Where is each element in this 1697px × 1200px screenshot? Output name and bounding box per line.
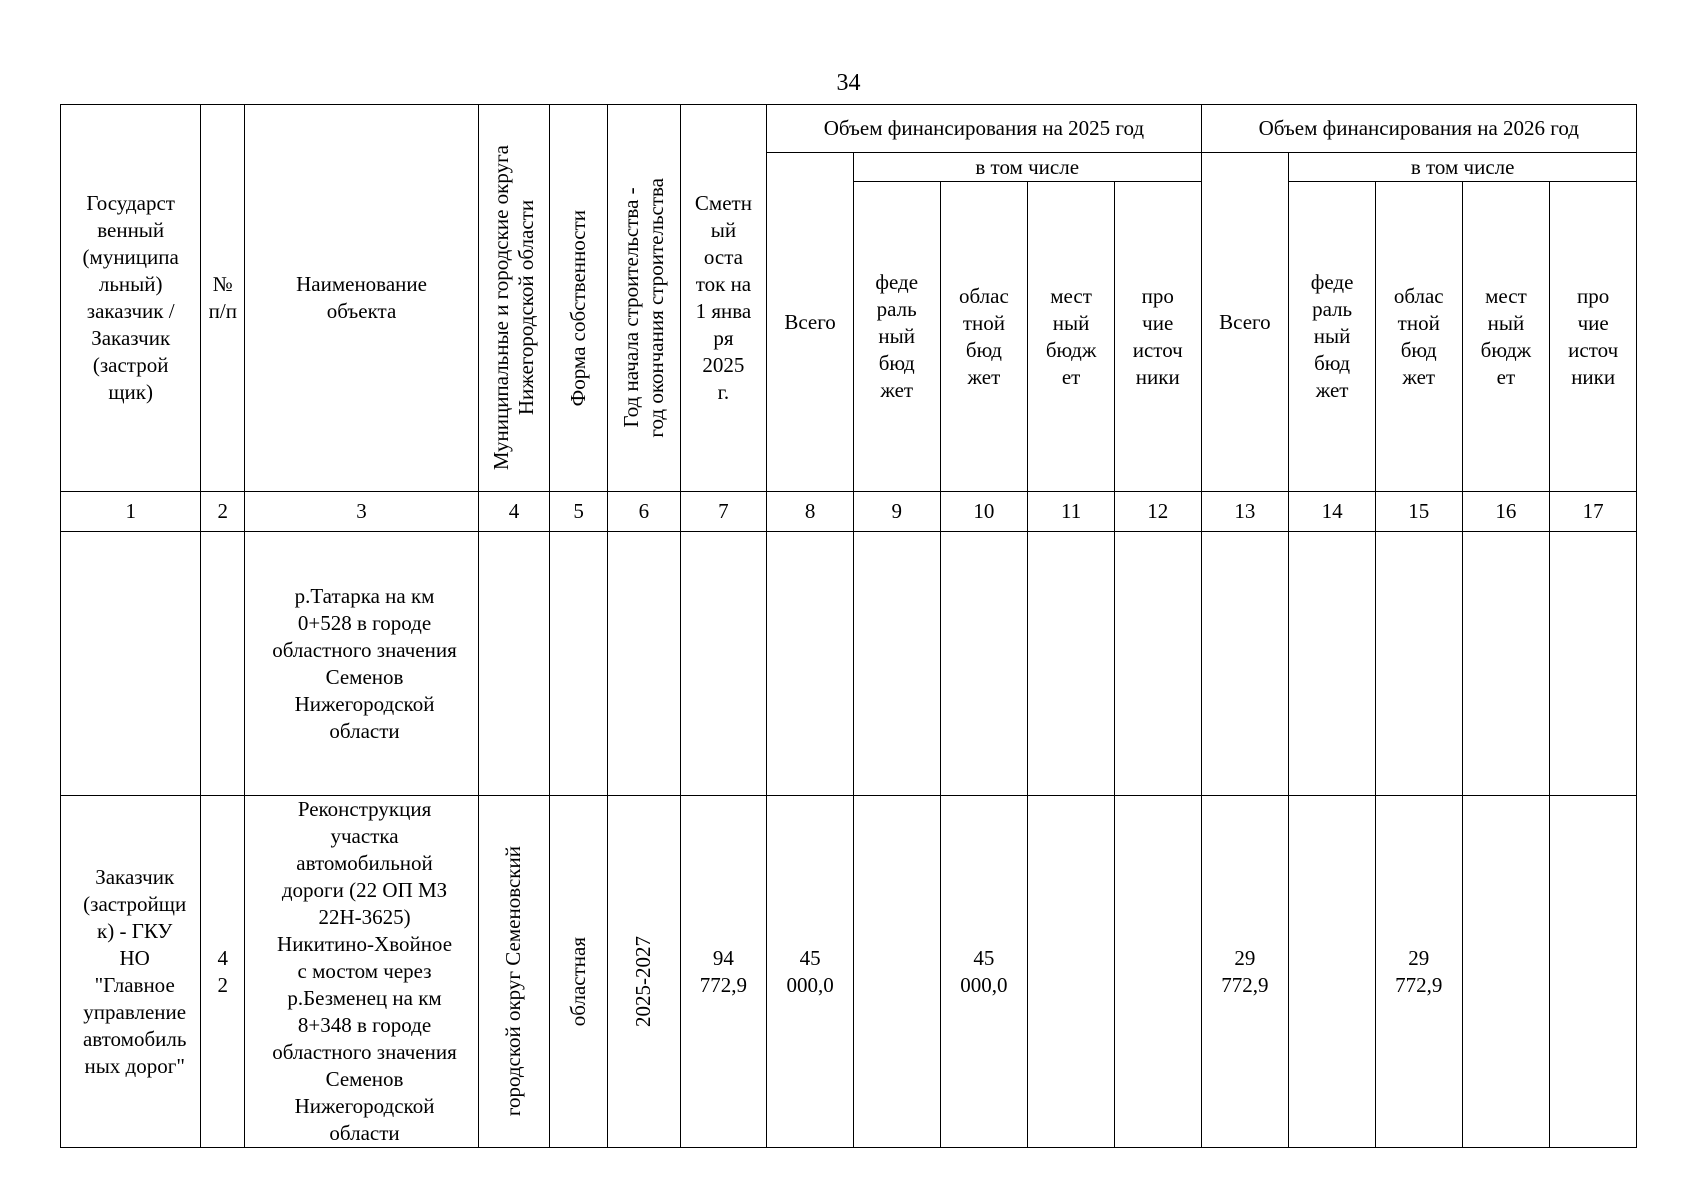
column-numbers-row <box>61 492 1637 532</box>
column-number: 4 <box>478 492 549 532</box>
header-years-text: Год начала строительства - год окончания строительства <box>618 178 668 438</box>
header-local-2025: мест ный бюдж ет <box>1028 182 1115 492</box>
regional-2026-cell <box>1375 532 1462 796</box>
balance-cell <box>680 532 767 796</box>
header-object-name: Наименование объекта <box>245 105 479 492</box>
header-total-2025: Всего <box>767 153 854 492</box>
header-including-2026: в том числе <box>1289 153 1637 182</box>
column-number: 11 <box>1028 492 1115 532</box>
table-row <box>61 796 1637 1148</box>
district-cell <box>478 532 549 796</box>
header-regional-2025: облас тной бюд жет <box>940 182 1028 492</box>
header-estimated-balance: Сметн ый оста ток на 1 янва ря 2025 г. <box>680 105 767 492</box>
local-2025-cell <box>1028 532 1115 796</box>
column-number: 15 <box>1375 492 1462 532</box>
ownership-text: областная <box>566 936 591 1027</box>
customer-cell <box>61 532 201 796</box>
header-financing-2026: Объем финансирования на 2026 год <box>1201 105 1636 153</box>
other-2026-cell <box>1550 532 1637 796</box>
district-cell <box>478 796 549 1148</box>
local-2026-cell <box>1462 796 1550 1148</box>
header-ownership <box>550 105 608 492</box>
federal-2025-cell <box>853 532 940 796</box>
column-number: 1 <box>61 492 201 532</box>
column-number: 10 <box>940 492 1028 532</box>
column-number: 5 <box>550 492 608 532</box>
years-text: 2025-2027 <box>631 936 656 1027</box>
ownership-cell <box>550 532 608 796</box>
header-customer: Государст венный (муниципа льный) заказчик / Заказчик (застрой щик) <box>61 105 201 492</box>
customer-cell: Заказчик (застройщи к) - ГКУ НО "Главное управление автомобиль ных дорог" <box>61 796 201 1148</box>
number-cell: 4 2 <box>201 796 245 1148</box>
federal-2026-cell <box>1289 532 1376 796</box>
header-including-2025: в том числе <box>853 153 1201 182</box>
column-number: 9 <box>853 492 940 532</box>
column-number: 8 <box>767 492 854 532</box>
regional-2025-cell: 45 000,0 <box>940 796 1028 1148</box>
object-name-cell: Реконструкция участка автомобильной дороги (22 ОП МЗ 22Н-3625) Никитино-Хвойное с мостом через р.Безменец на км 8+348 в городе областного значения Семенов Нижегородской области <box>245 796 479 1148</box>
header-other-2025: про чие источ ники <box>1114 182 1201 492</box>
years-cell <box>608 796 680 1148</box>
regional-2026-cell: 29 772,9 <box>1375 796 1462 1148</box>
column-number: 2 <box>201 492 245 532</box>
column-number: 16 <box>1462 492 1550 532</box>
table-row <box>61 532 1637 796</box>
ownership-cell <box>550 796 608 1148</box>
balance-cell: 94 772,9 <box>680 796 767 1148</box>
object-name-cell: р.Татарка на км 0+528 в городе областного значения Семенов Нижегородской области <box>245 532 479 796</box>
other-2026-cell <box>1550 796 1637 1148</box>
local-2025-cell <box>1028 796 1115 1148</box>
total-2026-cell <box>1201 532 1289 796</box>
header-other-2026: про чие источ ники <box>1550 182 1637 492</box>
district-text: городской округ Семеновский <box>501 846 526 1117</box>
federal-2025-cell <box>853 796 940 1148</box>
total-2025-cell <box>767 532 854 796</box>
other-2025-cell <box>1114 796 1201 1148</box>
column-number: 17 <box>1550 492 1637 532</box>
column-number: 7 <box>680 492 767 532</box>
years-cell <box>608 532 680 796</box>
column-number: 6 <box>608 492 680 532</box>
header-federal-2025: феде раль ный бюд жет <box>853 182 940 492</box>
header-financing-2025: Объем финансирования на 2025 год <box>767 105 1201 153</box>
federal-2026-cell <box>1289 796 1376 1148</box>
column-number: 12 <box>1114 492 1201 532</box>
column-number: 3 <box>245 492 479 532</box>
header-ownership-text: Форма собственности <box>566 209 591 407</box>
column-number: 13 <box>1201 492 1289 532</box>
header-total-2026: Всего <box>1201 153 1289 492</box>
header-districts <box>478 105 549 492</box>
header-local-2026: мест ный бюдж ет <box>1462 182 1550 492</box>
regional-2025-cell <box>940 532 1028 796</box>
header-regional-2026: облас тной бюд жет <box>1375 182 1462 492</box>
header-districts-text: Муниципальные и городские округа Нижегородской области <box>488 145 538 471</box>
total-2026-cell: 29 772,9 <box>1201 796 1289 1148</box>
page-number: 34 <box>836 70 861 96</box>
header-number: № п/п <box>201 105 245 492</box>
header-years <box>608 105 680 492</box>
local-2026-cell <box>1462 532 1550 796</box>
number-cell <box>201 532 245 796</box>
other-2025-cell <box>1114 532 1201 796</box>
total-2025-cell: 45 000,0 <box>767 796 854 1148</box>
header-federal-2026: феде раль ный бюд жет <box>1289 182 1376 492</box>
financing-table <box>60 104 1637 1148</box>
column-number: 14 <box>1289 492 1376 532</box>
